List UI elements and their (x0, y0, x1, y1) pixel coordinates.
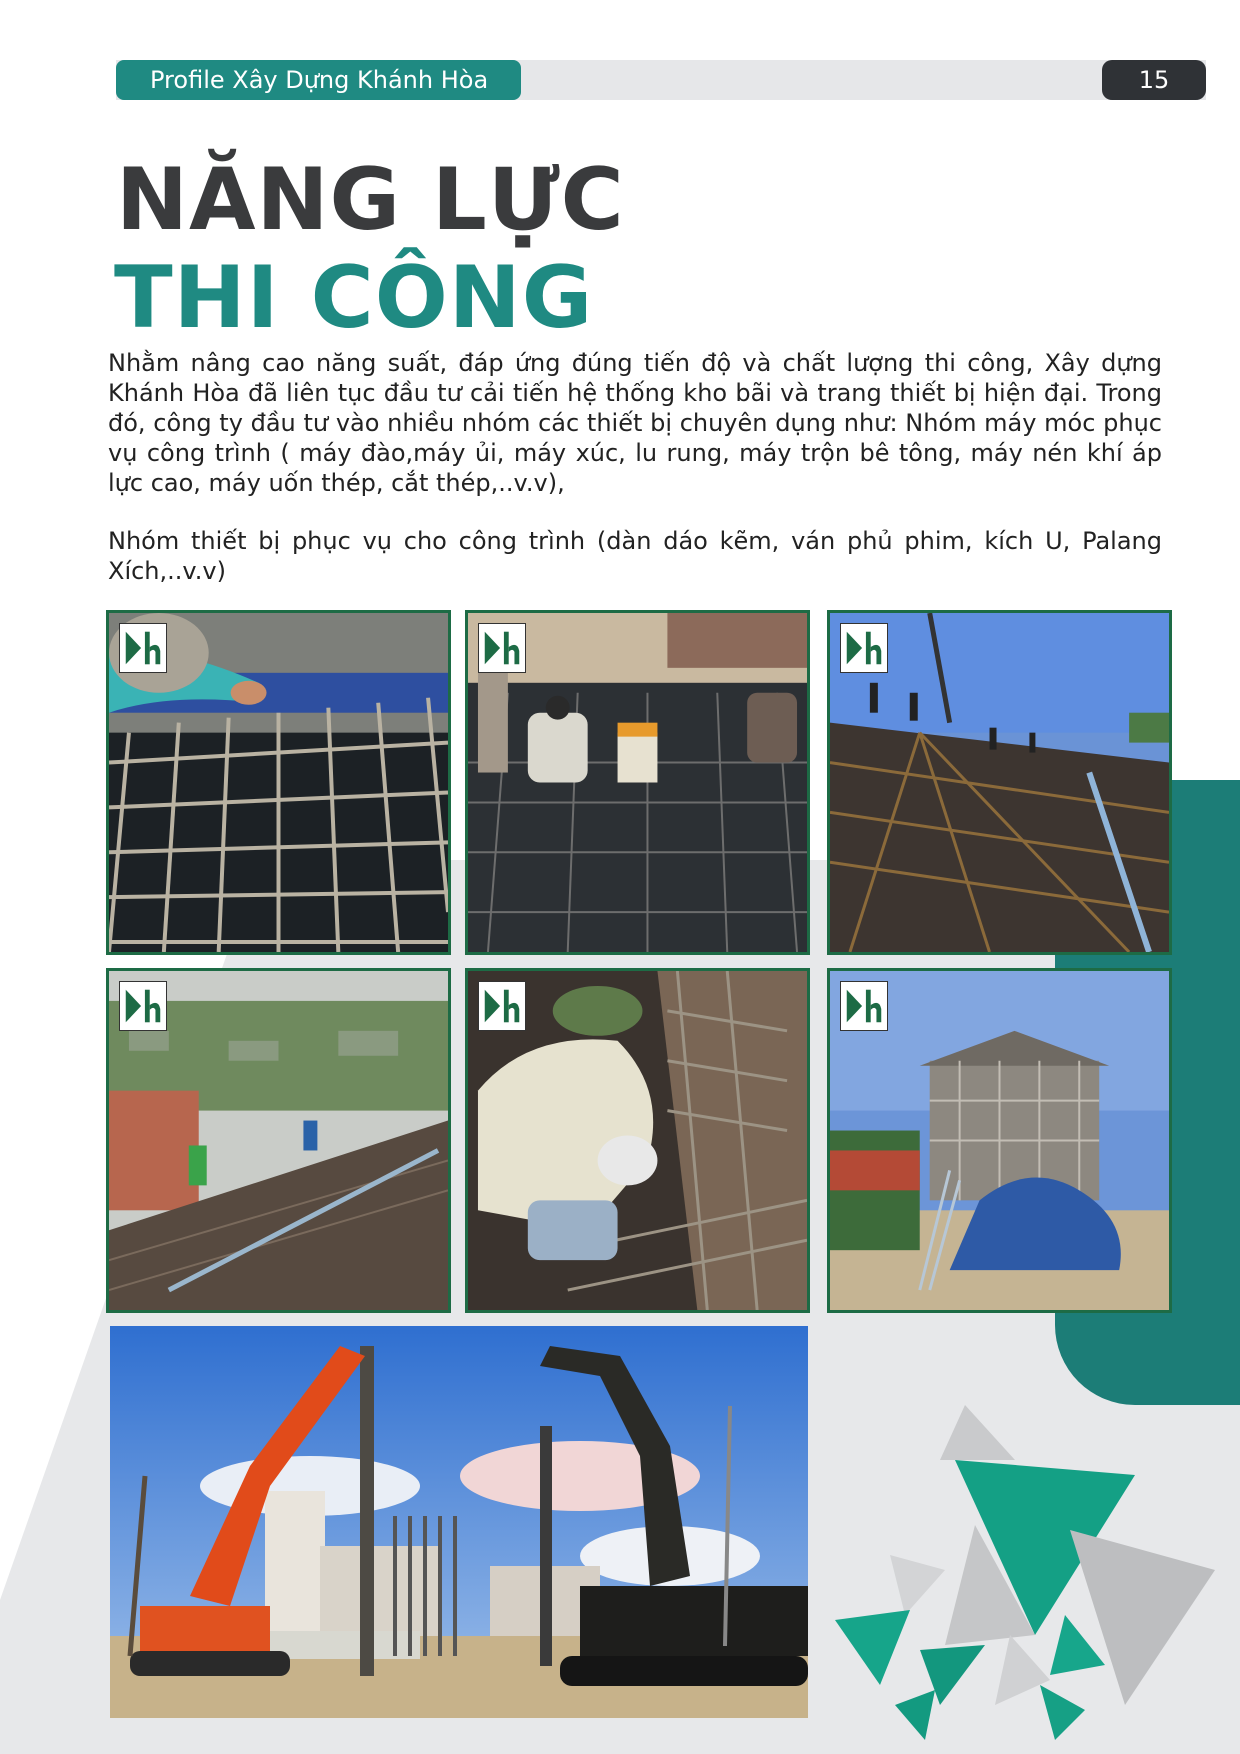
page-title-line2: THI CÔNG (114, 248, 594, 348)
photo-pile-excavators (110, 1326, 808, 1718)
company-logo-icon (119, 981, 167, 1031)
photo-workers-slab (465, 610, 810, 955)
page-title-line1: NĂNG LỰC (116, 150, 625, 250)
profile-label: Profile Xây Dựng Khánh Hòa (116, 60, 521, 100)
photo-worker-rebar (465, 968, 810, 1313)
company-logo-icon (840, 623, 888, 673)
photo-roof-town (106, 968, 451, 1313)
intro-paragraph: Nhằm nâng cao năng suất, đáp ứng đúng tiến độ và chất lượng thi công, Xây dựng Khánh Hòa đã liên tục đầu tư cải tiến hệ thống kho bãi và trang thiết bị hiện đại. Trong đó, công ty đầu tư vào nhiều nhóm các thiết bị chuyên dụng như: Nhóm máy móc phục vụ công trình ( máy đào,máy ủi, máy xúc, lu rung, máy trộn bê tông, máy nén khí áp lực cao, máy uốn thép, cắt thép,..v.v), (108, 349, 1162, 497)
photo-building-construction (827, 968, 1172, 1313)
page-number: 15 (1102, 60, 1206, 100)
company-logo-icon (478, 623, 526, 673)
company-logo-icon (119, 623, 167, 673)
company-logo-icon (478, 981, 526, 1031)
photo-rebar-hands (106, 610, 451, 955)
equipment-paragraph: Nhóm thiết bị phục vụ cho công trình (dàn dáo kẽm, ván phủ phim, kích U, Palang Xích,..v.v) (108, 527, 1162, 585)
decorative-triangles (835, 1405, 1215, 1745)
photo-roof-rebar (827, 610, 1172, 955)
company-logo-icon (840, 981, 888, 1031)
